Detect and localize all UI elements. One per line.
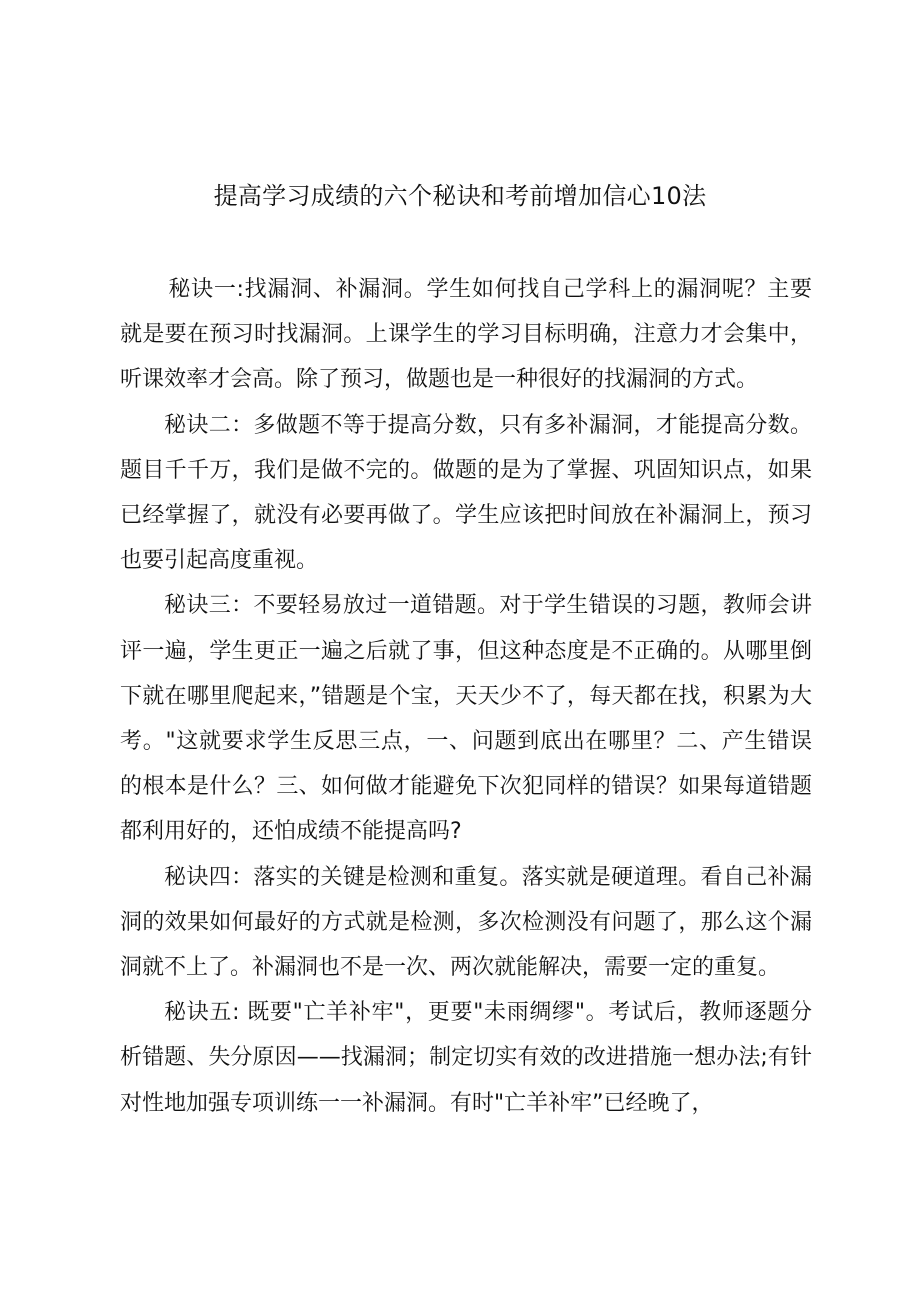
paragraph-secret-1: 秘诀一:找漏洞、补漏洞。学生如何找自己学科上的漏洞呢？主要就是要在预习时找漏洞。上课学生的学习目标明确，注意力才会集中，听课效率才会高。除了预习，做题也是一种很好的找漏洞的方式。 [120, 277, 812, 393]
paragraph-secret-3: 秘诀三：不要轻易放过一道错题。对于学生错误的习题，教师会讲评一遍，学生更正一遍之后就了事，但这种态度是不正确的。从哪里倒下就在哪里爬起来，”错题是个宝，天天少不了，每天都在找，积累为大考。"这就要求学生反思三点，一、问题到底出在哪里？二、产生错误的根本是什么？三、如何做才能避免下次犯同样的错误？如果每道错题都利用好的，还怕成绩不能提高吗? [120, 593, 812, 845]
paragraph-secret-4: 秘诀四：落实的关键是检测和重复。落实就是硬道理。看自己补漏洞的效果如何最好的方式就是检测，多次检测没有问题了，那么这个漏洞就不上了。补漏洞也不是一次、两次就能解决，需要一定的重复。 [120, 864, 812, 981]
document-title: 提高学习成绩的六个秘诀和考前增加信心10法 [213, 182, 707, 210]
paragraph-secret-5: 秘诀五: 既要"亡羊补牢"，更要"未雨绸缪"。考试后，教师逐题分析错题、失分原因——找漏洞；制定切实有效的改进措施一想办法;有针对性地加强专项训练一一补漏洞。有时"亡羊补牢”已经晚了， [120, 1000, 812, 1116]
document-body [120, 267, 812, 1126]
paragraph-secret-2: 秘诀二：多做题不等于提高分数，只有多补漏洞，才能提高分数。题目千千万，我们是做不完的。做题的是为了掌握、巩固知识点，如果已经掌握了，就没有必要再做了。学生应该把时间放在补漏洞上，预习也要引起高度重视。 [120, 412, 812, 574]
